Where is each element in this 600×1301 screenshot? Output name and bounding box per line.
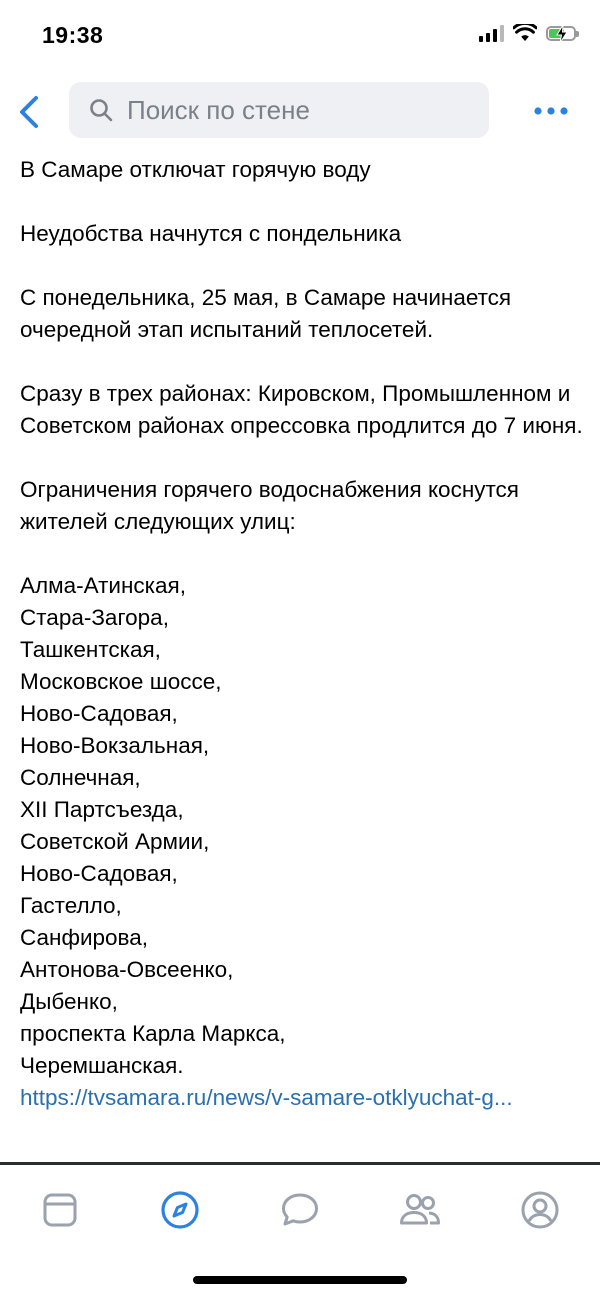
- status-bar: [0, 0, 600, 72]
- tab-discover[interactable]: [150, 1185, 210, 1235]
- street-list: [20, 570, 586, 1082]
- post-paragraph: Ограничения горячего водоснабжения коснутся жителей следующих улиц:: [20, 477, 519, 534]
- tab-profile[interactable]: [510, 1185, 570, 1235]
- back-button[interactable]: [16, 94, 46, 130]
- post-paragraph: С понедельника, 25 мая, в Самаре начинается очередной этап испытаний теплосетей.: [20, 285, 512, 342]
- compass-icon: [160, 1190, 200, 1230]
- cellular-signal-icon: [479, 24, 504, 42]
- street-item: Санфирова,: [20, 925, 149, 950]
- chevron-left-icon: [16, 94, 46, 130]
- source-link[interactable]: https://tvsamara.ru/news/v-samare-otklyuchat-g...: [20, 1085, 513, 1110]
- tab-messages[interactable]: [270, 1185, 330, 1235]
- more-horizontal-icon: [532, 100, 572, 122]
- street-item: Ново-Вокзальная,: [20, 733, 210, 758]
- feed-icon: [42, 1192, 78, 1228]
- street-item: Ново-Садовая,: [20, 701, 178, 726]
- street-item: Солнечная,: [20, 765, 141, 790]
- messages-icon: [280, 1191, 320, 1229]
- street-item: Ново-Садовая,: [20, 861, 178, 886]
- street-item: Советской Армии,: [20, 829, 210, 854]
- street-item: XII Партсъезда,: [20, 797, 184, 822]
- street-item: Московское шоссе,: [20, 669, 222, 694]
- status-time: 19:38: [42, 22, 104, 48]
- more-button[interactable]: [532, 100, 572, 122]
- tab-friends[interactable]: [390, 1185, 450, 1235]
- search-input[interactable]: [125, 94, 469, 127]
- post-title: В Самаре отключат горячую воду: [20, 157, 371, 182]
- post-paragraph: Сразу в трех районах: Кировском, Промышленном и Советском районах опрессовка продлится до 7 июня.: [20, 381, 583, 438]
- street-item: Стара-Загора,: [20, 605, 169, 630]
- search-icon: [89, 98, 113, 122]
- post-content: [20, 154, 586, 1114]
- street-item: Черемшанская.: [20, 1053, 184, 1078]
- street-item: Дыбенко,: [20, 989, 118, 1014]
- street-item: Ташкентская,: [20, 637, 161, 662]
- street-item: Алма-Атинская,: [20, 573, 186, 598]
- street-item: Антонова-Овсеенко,: [20, 957, 234, 982]
- battery-icon: [546, 26, 576, 41]
- status-icons: [479, 24, 576, 42]
- home-indicator: [193, 1276, 407, 1284]
- profile-icon: [520, 1190, 560, 1230]
- street-item: проспекта Карла Маркса,: [20, 1021, 286, 1046]
- wifi-icon: [513, 24, 537, 42]
- friends-icon: [399, 1192, 441, 1228]
- tab-feed[interactable]: [30, 1185, 90, 1235]
- post-subtitle: Неудобства начнутся с пондельника: [20, 221, 402, 246]
- street-item: Гастелло,: [20, 893, 122, 918]
- search-bar[interactable]: [69, 82, 489, 138]
